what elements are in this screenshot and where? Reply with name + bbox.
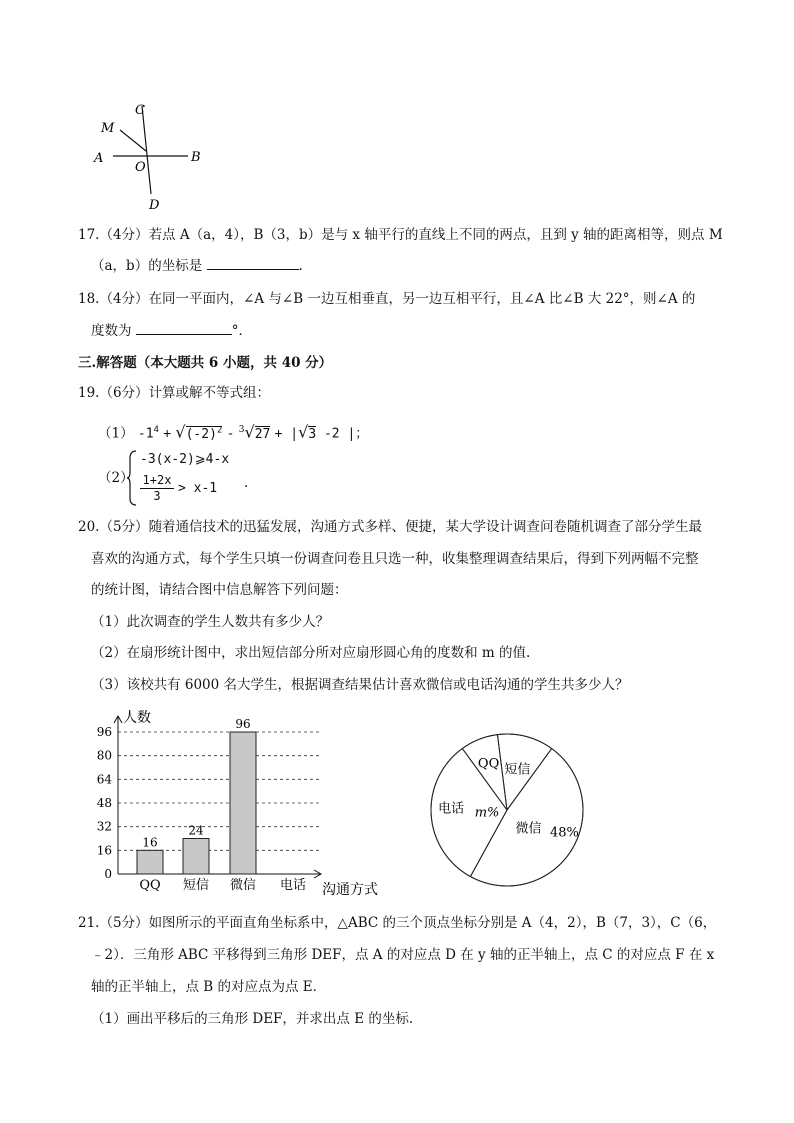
q17-line2-post: . — [298, 258, 303, 274]
y-tick-label-96: 96 — [96, 725, 112, 739]
q19-p1-rad-base: (-2) — [185, 426, 217, 442]
q19-text: 计算或解不等式组： — [148, 385, 271, 401]
q20-sub3: （3）该校共有 6000 名大学生，根据调查结果估计喜欢微信或电话沟通的学生共多少人？ — [91, 677, 629, 693]
bar-QQ — [137, 850, 163, 874]
q18-number: 18.（4分） — [78, 291, 149, 307]
q21-sub1: （1）画出平移后的三角形 DEF，并求出点 E 的坐标. — [91, 1011, 414, 1027]
q19-p1-cbrt: 27 — [254, 426, 271, 442]
label-o: O — [135, 160, 146, 175]
section-3-heading: 三.解答题（本大题共 6 小题，共 40 分） — [78, 355, 333, 371]
question-18-line2 — [91, 320, 252, 341]
y-tick-label-16: 16 — [96, 843, 112, 858]
bar-短信 — [183, 839, 209, 875]
y-tick-label-0: 0 — [104, 867, 112, 881]
q19-p2-rest: > x-1 — [178, 481, 218, 496]
q20-line3: 的统计图，请结合图中信息解答下列问题： — [91, 582, 348, 598]
q19-p2-fraction — [140, 473, 174, 504]
q21-line2: ﹣2）．三角形 ABC 平移得到三角形 DEF，点 A 的对应点 D 在 y 轴的正半轴上，点 C 的对应点 F 在 x — [91, 947, 715, 963]
q20-line2: 喜欢的沟通方式，每个学生只填一份调查问卷且只选一种，收集整理调查结果后，得到下列两幅不完整 — [91, 551, 699, 567]
q17-line2-pre: （a，b）的坐标是 — [91, 258, 203, 274]
question-17 — [78, 225, 723, 245]
pie-value-label-微信: 48% — [550, 825, 579, 841]
q20-sub2: （2）在扇形统计图中，求出短信部分所对应扇形圆心角的度数和 m 的值. — [91, 645, 531, 661]
y-tick-label-32: 32 — [96, 819, 112, 834]
q19-number: 19.（6分） — [78, 385, 149, 401]
q19-p2-ineq1: -3(x-2)⩾4-x — [140, 452, 230, 467]
question-18 — [78, 289, 695, 309]
q19-p1-c: - — [226, 426, 235, 442]
q20-line1: 随着通信技术的迅猛发展，沟通方式多样、便捷，某大学设计调查问卷随机调查了部分学生最 — [148, 519, 703, 535]
q19-part1 — [98, 420, 368, 442]
q20-number: 20.（5分） — [78, 519, 149, 535]
q18-line1: 在同一平面内，∠A 与∠B 一边互相垂直，另一边互相平行，且∠A 比∠B 大 22°，则∠A 的 — [148, 291, 696, 307]
pie-label-微信: 微信 — [515, 821, 542, 837]
bar-微信 — [230, 732, 256, 874]
pie-chart — [425, 728, 590, 893]
label-a: A — [94, 151, 104, 166]
pie-label-电话: 电话 — [438, 801, 465, 817]
q20-sub1: （1）此次调查的学生人数共有多少人？ — [91, 614, 330, 630]
q19-p2-end: . — [244, 475, 249, 491]
q19-p1-sqrt3: 3 — [308, 426, 317, 442]
x-tick-label-QQ: QQ — [139, 878, 161, 893]
x-tick-label-短信: 短信 — [182, 878, 210, 893]
pie-value-label-电话: m% — [474, 805, 500, 821]
q19-part2 — [98, 448, 298, 508]
pie-label-QQ: QQ — [477, 756, 500, 772]
q19-p1-e: -2 |； — [316, 426, 369, 442]
label-b: B — [191, 150, 201, 165]
question-21 — [78, 913, 716, 933]
q18-line2-post: °． — [231, 323, 253, 339]
bar-data-label-微信: 96 — [235, 717, 251, 731]
q17-line1: 若点 A（a，4），B（3，b）是与 x 轴平行的直线上不同的两点，且到 y 轴的距离相等，则点 M — [148, 227, 723, 243]
q19-p2-label: （2） — [98, 470, 134, 486]
sqrt-symbol: √ — [175, 422, 186, 442]
x-tick-label-微信: 微信 — [229, 878, 257, 893]
angle-figure — [85, 96, 215, 216]
bar-data-label-QQ: 16 — [142, 835, 158, 850]
sqrt3-symbol: √ — [298, 422, 309, 442]
y-tick-label-80: 80 — [96, 748, 112, 763]
x-axis-title: 沟通方式 — [322, 882, 378, 898]
q18-answer-blank[interactable] — [136, 320, 232, 335]
question-19 — [78, 383, 270, 403]
pie-label-短信: 短信 — [504, 762, 531, 778]
q17-number: 17.（4分） — [78, 227, 149, 243]
q17-answer-blank[interactable] — [207, 255, 299, 270]
label-d: D — [149, 198, 160, 213]
q21-line1: 如图所示的平面直角坐标系中，△ABC 的三个顶点坐标分别是 A（4，2），B（7，3），C（6， — [148, 915, 717, 931]
line-cd — [142, 106, 151, 194]
y-axis-title: 人数 — [123, 710, 151, 726]
ray-om — [120, 130, 146, 151]
question-20 — [78, 517, 702, 537]
question-17-line2 — [91, 255, 303, 276]
q19-p2-numerator: 1+2x — [140, 473, 174, 489]
bar-chart — [85, 702, 395, 902]
label-m: M — [101, 121, 115, 136]
x-tick-label-电话: 电话 — [279, 878, 307, 893]
q19-p1-rad-exp: 2 — [216, 425, 223, 436]
q19-p1-exp: 4 — [153, 425, 159, 435]
q19-p1-b: + — [163, 426, 172, 442]
q19-p1-a: -1 — [137, 426, 154, 442]
y-tick-label-48: 48 — [96, 796, 112, 810]
brace-icon — [127, 450, 137, 506]
q19-p1-label: （1） — [98, 425, 134, 442]
q19-p1-root-index: 3 — [238, 425, 245, 435]
y-tick-label-64: 64 — [96, 772, 112, 787]
q19-p1-d: + | — [274, 426, 299, 442]
cbrt-symbol: √ — [244, 422, 255, 442]
q21-number: 21.（5分） — [78, 915, 149, 931]
q19-p1-rad — [186, 426, 223, 442]
label-c: C — [135, 103, 145, 118]
q18-line2-pre: 度数为 — [91, 323, 132, 339]
bar-data-label-短信: 24 — [188, 823, 204, 838]
q19-p2-denominator: 3 — [153, 489, 161, 503]
q21-line3: 轴的正半轴上，点 B 的对应点为点 E． — [91, 979, 327, 995]
